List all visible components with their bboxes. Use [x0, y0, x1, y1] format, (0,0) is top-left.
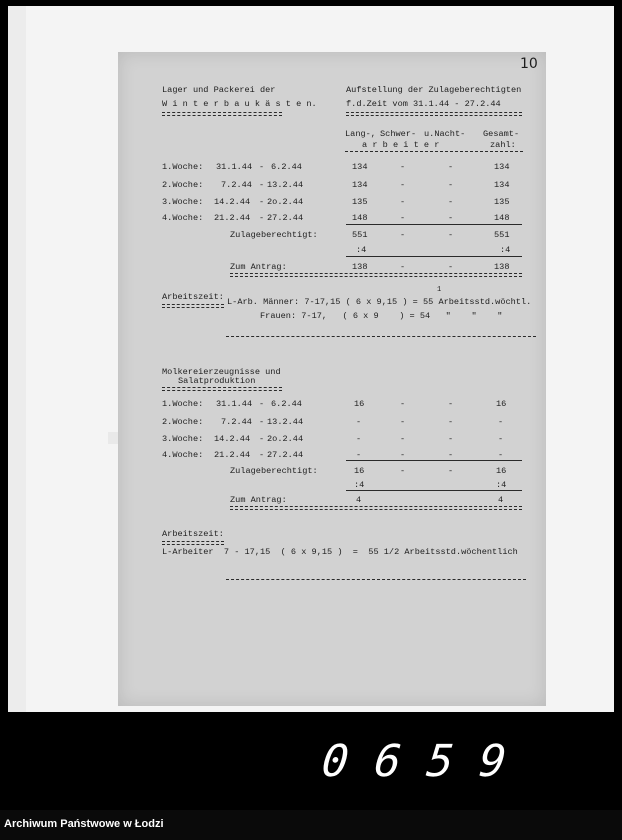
divisor-lang: :4	[356, 245, 367, 255]
sum-rule	[346, 460, 522, 461]
arbeitszeit-label: Arbeitszeit:	[162, 529, 224, 539]
section-divider	[226, 336, 536, 337]
zulage-gesamt: 551	[494, 230, 510, 240]
row-from: 7.2.44	[221, 180, 252, 190]
zulage-gesamt: 16	[496, 466, 507, 476]
col-header-gesamt: Gesamt-	[483, 129, 520, 139]
dash: -	[259, 450, 265, 460]
antrag-gesamt: 138	[494, 262, 510, 272]
header-left-underline	[162, 112, 282, 116]
row-to: 27.2.44	[267, 213, 304, 223]
col-header-rule	[345, 151, 523, 152]
arbeitszeit-label: Arbeitszeit:	[162, 292, 224, 302]
arbeitszeit-underline	[162, 304, 224, 308]
row-from: 31.1.44	[216, 399, 253, 409]
row-schwer: -	[400, 417, 406, 427]
section2-title-2: Salatproduktion	[178, 376, 256, 386]
row-from: 7.2.44	[221, 417, 252, 427]
header-right-underline	[346, 112, 522, 116]
zulage-label: Zulageberechtigt:	[230, 230, 318, 240]
correction-mark: 1	[437, 286, 442, 294]
row-nacht: -	[448, 450, 454, 460]
col-header-arbeiter: a r b e i t e r	[362, 140, 440, 150]
antrag-label: Zum Antrag:	[230, 262, 287, 272]
row-from: 14.2.44	[214, 197, 251, 207]
row-to: 2o.2.44	[267, 197, 304, 207]
row-nacht: -	[448, 434, 454, 444]
row-schwer: -	[400, 213, 406, 223]
row-lang: -	[356, 417, 362, 427]
row-gesamt: 16	[496, 399, 507, 409]
row-gesamt: 148	[494, 213, 510, 223]
antrag-lang: 4	[356, 495, 362, 505]
row-to: 6.2.44	[271, 162, 302, 172]
arbeitszeit-line-1: L-Arbeiter 7 - 17,15 ( 6 x 9,15 ) = 55 1/2 Arbeitsstd.wöchentlich	[162, 547, 518, 557]
row-lang: 134	[352, 162, 368, 172]
header-right-line-1: Aufstellung der Zulageberechtigten	[346, 85, 522, 95]
row-lang: -	[356, 450, 362, 460]
row-week: 4.Woche:	[162, 450, 204, 460]
arbeitszeit-line-1: L-Arb. Männer: 7-17,15 ( 6 x 9,15 ) = 55 Arbeitsstd.wöchtl.	[227, 297, 532, 307]
row-week: 3.Woche:	[162, 434, 204, 444]
row-gesamt: 134	[494, 180, 510, 190]
row-schwer: -	[400, 180, 406, 190]
row-gesamt: 134	[494, 162, 510, 172]
row-nacht: -	[448, 162, 454, 172]
dash: -	[259, 399, 265, 409]
dash: -	[259, 180, 265, 190]
row-nacht: -	[448, 213, 454, 223]
divisor-gesamt: :4	[496, 480, 507, 490]
row-gesamt: -	[498, 434, 504, 444]
row-to: 13.2.44	[267, 180, 304, 190]
row-week: 2.Woche:	[162, 180, 204, 190]
row-lang: 16	[354, 399, 365, 409]
antrag-gesamt: 4	[498, 495, 504, 505]
dash: -	[259, 434, 265, 444]
section2-title-underline	[162, 387, 282, 391]
row-from: 31.1.44	[216, 162, 253, 172]
dash: -	[259, 213, 265, 223]
row-from: 21.2.44	[214, 213, 251, 223]
divisor-rule	[346, 256, 522, 257]
row-week: 2.Woche:	[162, 417, 204, 427]
antrag-underline	[230, 506, 522, 510]
antrag-lang: 138	[352, 262, 368, 272]
page-mark: 10	[520, 56, 538, 72]
header-left-line-1: Lager und Packerei der	[162, 85, 276, 95]
row-schwer: -	[400, 434, 406, 444]
row-schwer: -	[400, 450, 406, 460]
row-lang: 134	[352, 180, 368, 190]
frame-number: 0659	[319, 736, 535, 787]
col-header-schwer: Schwer-	[380, 129, 417, 139]
section2-title-1: Molkereierzeugnisse und	[162, 367, 281, 377]
divisor-lang: :4	[354, 480, 365, 490]
row-nacht: -	[448, 197, 454, 207]
row-from: 21.2.44	[214, 450, 251, 460]
col-header-lang: Lang-,	[345, 129, 376, 139]
row-lang: 135	[352, 197, 368, 207]
row-to: 2o.2.44	[267, 434, 304, 444]
row-schwer: -	[400, 162, 406, 172]
row-week: 3.Woche:	[162, 197, 204, 207]
row-gesamt: -	[498, 417, 504, 427]
film-edge	[8, 6, 26, 712]
divisor-gesamt: :4	[500, 245, 511, 255]
row-lang: -	[356, 434, 362, 444]
row-gesamt: 135	[494, 197, 510, 207]
row-week: 1.Woche:	[162, 162, 204, 172]
row-schwer: -	[400, 399, 406, 409]
row-nacht: -	[448, 417, 454, 427]
col-header-zahl: zahl:	[490, 140, 516, 150]
row-from: 14.2.44	[214, 434, 251, 444]
zulage-nacht: -	[448, 466, 454, 476]
row-week: 1.Woche:	[162, 399, 204, 409]
divisor-rule	[346, 490, 522, 491]
row-to: 27.2.44	[267, 450, 304, 460]
zulage-schwer: -	[400, 466, 406, 476]
row-gesamt: -	[498, 450, 504, 460]
zulage-lang: 16	[354, 466, 365, 476]
sum-rule	[346, 224, 522, 225]
arbeitszeit-line-2: Frauen: 7-17, ( 6 x 9 ) = 54 " " "	[260, 311, 503, 321]
row-lang: 148	[352, 213, 368, 223]
antrag-label: Zum Antrag:	[230, 495, 287, 505]
header-left-line-2: W i n t e r b a u k ä s t e n.	[162, 99, 317, 109]
row-to: 6.2.44	[271, 399, 302, 409]
row-nacht: -	[448, 180, 454, 190]
zulage-schwer: -	[400, 230, 406, 240]
antrag-schwer: -	[400, 262, 406, 272]
row-to: 13.2.44	[267, 417, 304, 427]
row-nacht: -	[448, 399, 454, 409]
antrag-nacht: -	[448, 262, 454, 272]
zulage-label: Zulageberechtigt:	[230, 466, 318, 476]
dash: -	[259, 162, 265, 172]
header-right-line-2: f.d.Zeit vom 31.1.44 - 27.2.44	[346, 99, 501, 109]
arbeitszeit-underline	[162, 541, 224, 545]
col-header-nacht: u.Nacht-	[424, 129, 466, 139]
archive-name: Archiwum Państwowe w Łodzi	[4, 818, 164, 830]
section-divider	[226, 579, 526, 580]
row-schwer: -	[400, 197, 406, 207]
row-week: 4.Woche:	[162, 213, 204, 223]
dash: -	[259, 417, 265, 427]
zulage-lang: 551	[352, 230, 368, 240]
zulage-nacht: -	[448, 230, 454, 240]
antrag-underline	[230, 273, 522, 277]
dash: -	[259, 197, 265, 207]
